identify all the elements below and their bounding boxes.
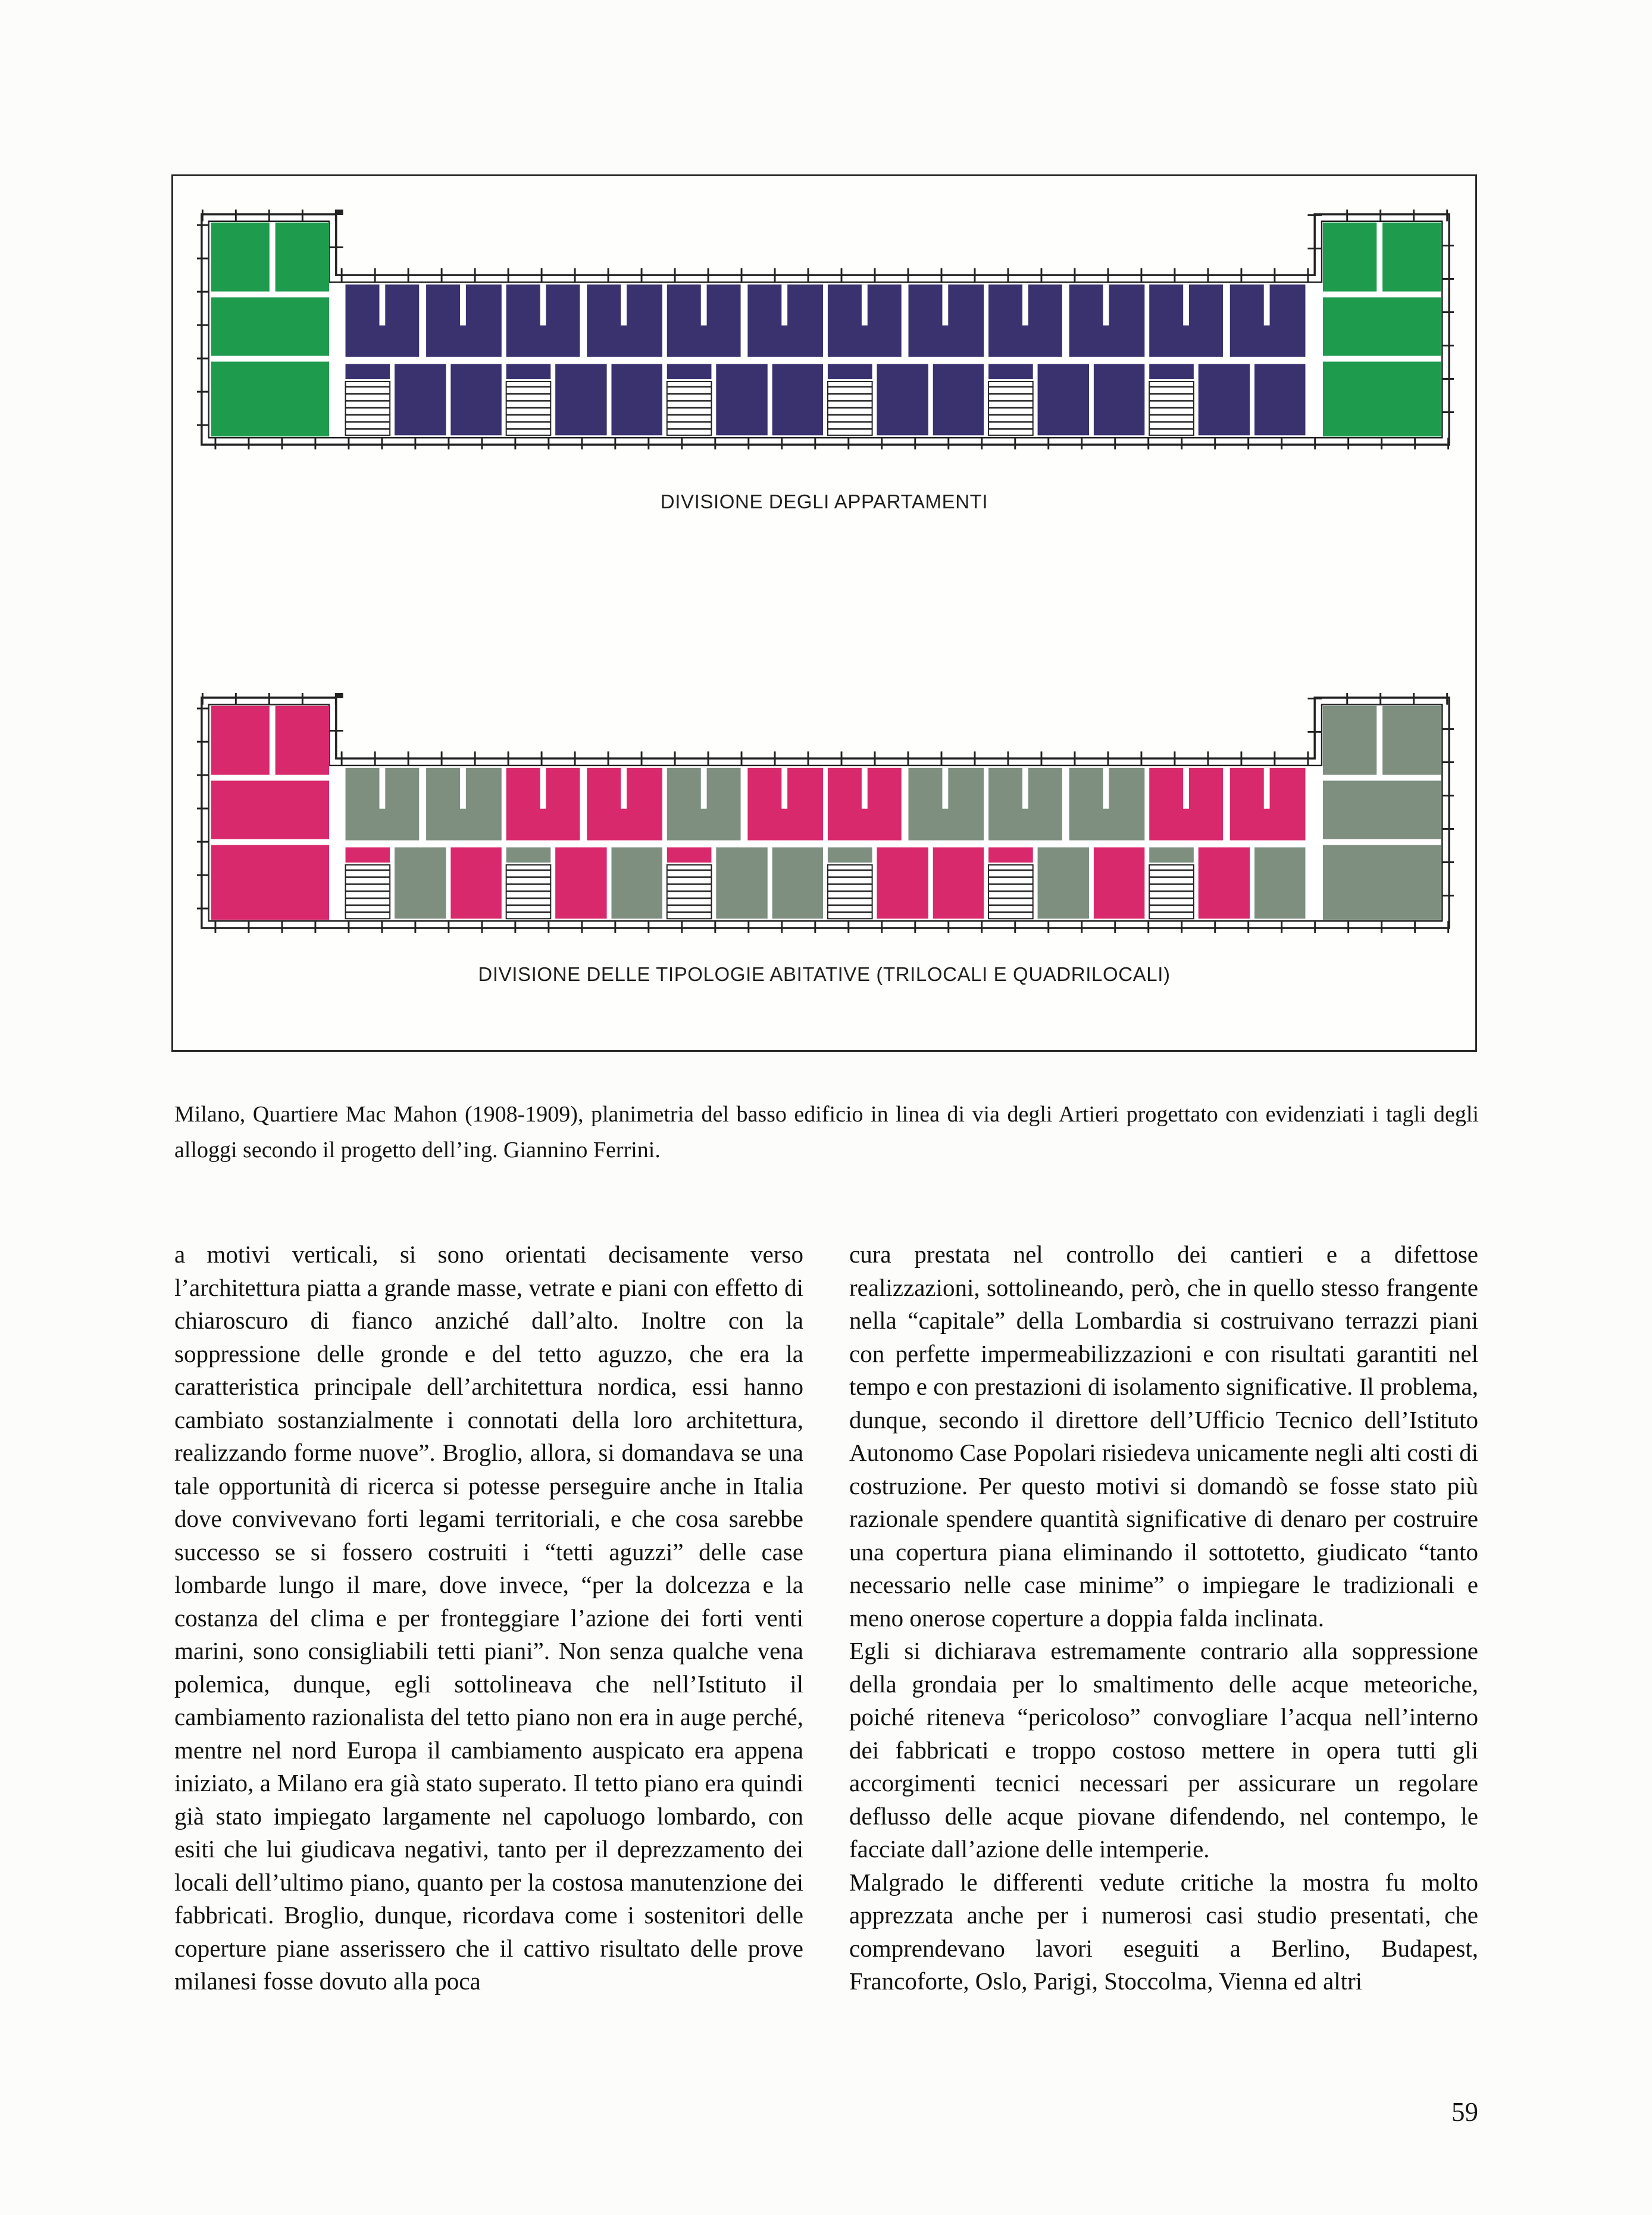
figure-frame xyxy=(171,174,1477,1052)
paragraph: a motivi verticali, si sono orientati decisamente verso l’architettura piatta a grande masse, vetrate e piani con effetto di chiaroscuro di fianco anziché dall’alto. Inoltre con la soppressione delle gronde e del tetto aguzzo, che era la caratteristica principale dell’architettura nordica, essi hanno cambiato sostanzialmente i connotati della loro architettura, realizzando forme nuove”. Broglio, allora, si domandava se una tale opportunità di ricerca si potesse perseguire anche in Italia dove convivevano forti legami territoriali, e che cosa sarebbe successo se si fossero costruiti i “tetti aguzzi” delle case lombarde lungo il mare, dove invece, “per la dolcezza e la costanza del clima e per fronteggiare l’azione dei forti venti marini, sono consigliabili tetti piani”. Non senza qualche vena polemica, dunque, egli sottolineava che nell’Istituto il cambiamento razionalista del tetto piano non era in auge perché, mentre nel nord Europa il cambiamento auspicato era appena iniziato, a Milano era già stato superato. Il tetto piano era quindi già stato impiegato largamente nel capoluogo lombardo, con esiti che lui giudicava negativi, tanto per il deprezzamento dei locali dell’ultimo piano, quanto per la costosa manutenzione dei fabbricati. Broglio, dunque, ricordava come i sostenitori delle coperture piane asserissero che il cattivo risultato delle prove milanesi fosse dovuto alla poca xyxy=(174,1241,803,1995)
page-number: 59 xyxy=(1451,2097,1478,2127)
paragraph: Malgrado le differenti vedute critiche la mostra fu molto apprezzata anche per i numerosi casi studio presentati, che comprendevano lavori eseguiti a Berlino, Budapest, Francoforte, Oslo, Parigi, Stoccolma, Vienna ed altri xyxy=(849,1868,1478,1995)
body-left-column xyxy=(174,1238,803,1998)
paragraph: cura prestata nel controllo dei cantieri e a difettose realizzazioni, sottolineando, però, che in quello stesso frangente nella “capitale” della Lombardia si costruivano terrazzi piani con perfette impermeabilizzazioni e con risultati garantiti nel tempo e con prestazioni di isolamento significative. Il problema, dunque, secondo il direttore dell’Ufficio Tecnico dell’Istituto Autonomo Case Popolari risiedeva unicamente negli alti costi di costruzione. Per questo motivi si domandò se fosse stato più razionale spendere quantità significative di denaro per costruire una copertura piana eliminando il sottotetto, giudicato “tanto necessario nelle case minime” o impiegare le tradizionali e meno onerose coperture a doppia falda inclinata. xyxy=(849,1241,1478,1632)
paragraph: Egli si dichiarava estremamente contrario alla soppressione della grondaia per lo smaltimento delle acque meteoriche, poiché riteneva “pericoloso” convogliare l’acqua nell’interno dei fabbricati e troppo costoso mettere in opera tutti gli accorgimenti tecnici necessari per assicurare un regolare deflusso delle acque piovane difendendo, nel contempo, le facciate dall’azione delle intemperie. xyxy=(849,1637,1478,1863)
body-right-column xyxy=(849,1238,1478,1998)
figure-label-apartments: DIVISIONE DEGLI APPARTAMENTI xyxy=(660,491,988,513)
floor-plan-apartments xyxy=(197,210,1454,449)
floor-plan-typologies xyxy=(197,693,1454,933)
figure-label-typologies: DIVISIONE DELLE TIPOLOGIE ABITATIVE (TRILOCALI E QUADRILOCALI) xyxy=(478,963,1171,985)
figure-caption: Milano, Quartiere Mac Mahon (1908-1909), planimetria del basso edificio in linea di via degli Artieri progettato con evidenziati i tagli degli alloggi secondo il progetto dell’ing. Giannino Ferrini. xyxy=(174,1102,1479,1163)
